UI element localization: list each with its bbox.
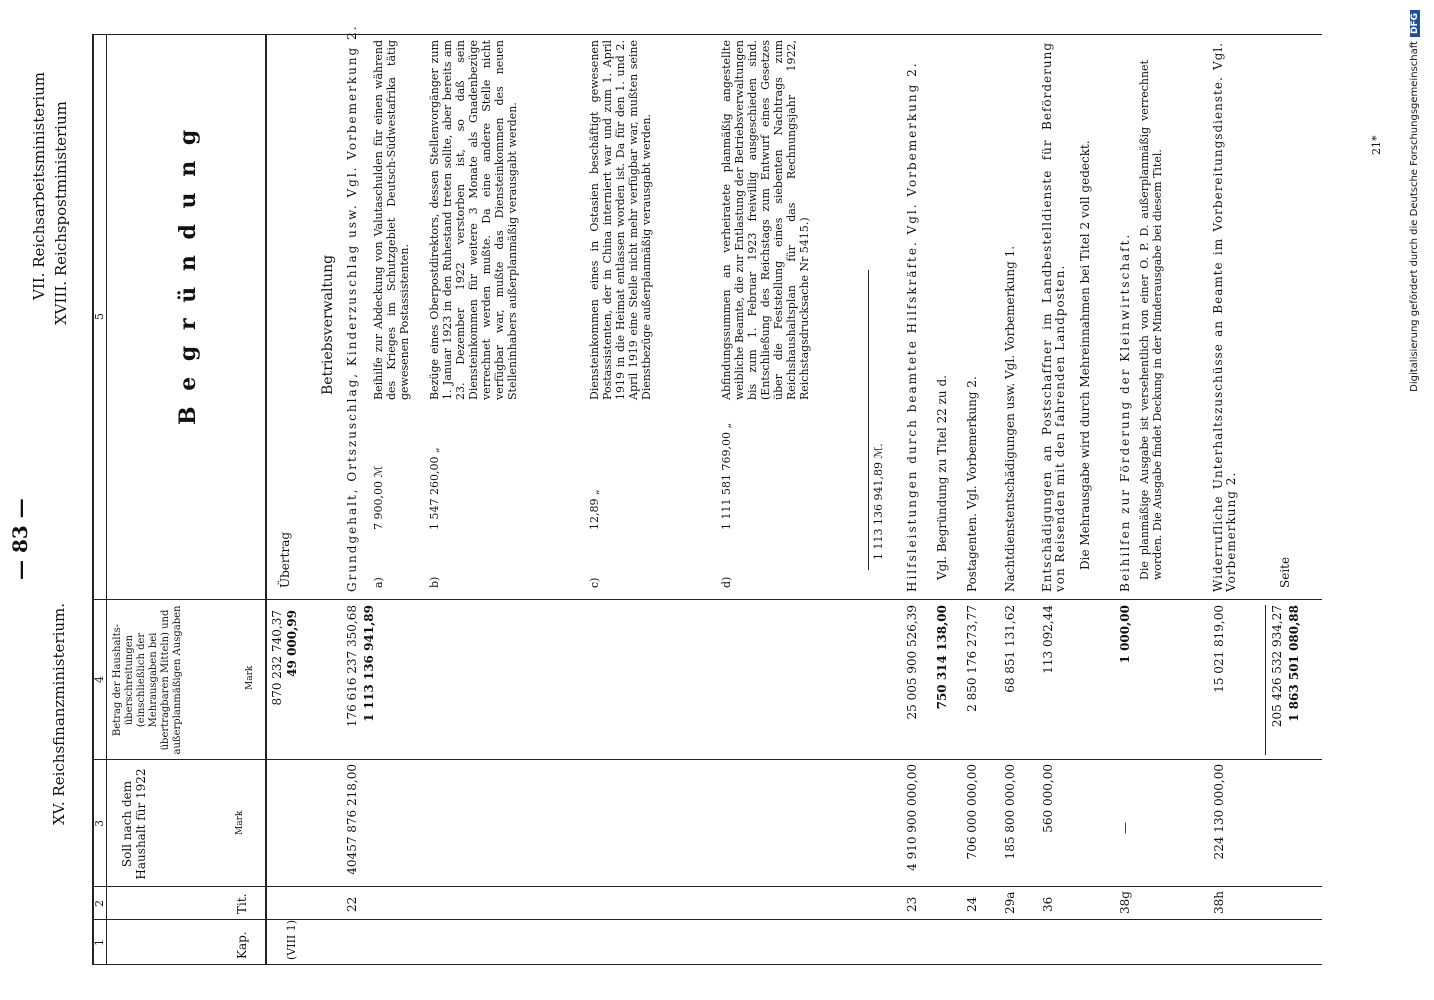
header-tit: Tit. xyxy=(235,893,249,914)
soll-23: 4 910 900 000,00 xyxy=(905,764,919,871)
colnum-2: 2 xyxy=(93,900,106,907)
uebertrag-v2: 49 000,99 xyxy=(285,610,299,677)
text-36: Entschädigungen an Postschaffner im Landbestelldienste für Beförderung von Reisenden mit den fahrenden Landposten. xyxy=(1040,42,1067,592)
ministry-right-2: XVIII. Reichspostministerium xyxy=(52,101,70,325)
tit-24: 24 xyxy=(965,896,979,912)
dfg-text: Digitalisierung gefördert durch die Deutsche Forschungsgemeinschaft xyxy=(1409,41,1420,392)
item-a-letter: a) xyxy=(372,577,385,588)
colnum-3: 3 xyxy=(93,820,106,827)
tit-29a: 29a xyxy=(1003,891,1017,914)
header-begruendung: B e g r ü n d u n g xyxy=(175,125,201,425)
item-d-amount: 1 111 581 769,00 „ xyxy=(720,422,733,530)
tit-22: 22 xyxy=(345,896,359,912)
seite-rule xyxy=(1265,605,1266,755)
dfg-sidebar xyxy=(1408,10,1430,990)
footer-signature: 21* xyxy=(1370,135,1383,155)
col-line-6 xyxy=(92,34,1322,35)
header-bottom-rule xyxy=(265,35,267,965)
betrag-24: 2 850 176 273,77 xyxy=(965,605,979,712)
tit-36: 36 xyxy=(1041,896,1055,912)
betrag-38h: 15 021 819,00 xyxy=(1212,605,1226,693)
row22-total-rule xyxy=(868,270,869,570)
betrag-22-bold: 1 113 136 941,89 xyxy=(362,605,376,722)
item-a-text: Beihilfe zur Abdeckung von Valutaschulden für einen während des Krieges im Schutzgebiet Deutsch-Südwestafrika tätig gewesenen Postassistenten. xyxy=(372,40,411,400)
betrag-23: 25 005 900 526,39 xyxy=(905,605,919,720)
text-24: Postagenten. Vgl. Vorbemerkung 2. xyxy=(965,376,979,592)
colnum-4: 4 xyxy=(93,676,106,683)
betrag-38g: 1 000,00 xyxy=(1118,605,1132,664)
soll-36: 560 000,00 xyxy=(1041,764,1055,833)
text-23: Hilfsleistungen durch beamtete Hilfskräfte. Vgl. Vorbemerkung 2. xyxy=(905,61,919,592)
dfg-text-wrap xyxy=(1409,10,1429,990)
section-title: Betriebsverwaltung xyxy=(320,254,336,395)
tit-38h: 38h xyxy=(1212,891,1226,914)
seite-v1: 205 426 532 934,27 xyxy=(1270,605,1284,728)
uebertrag-v1: 870 232 740,37 xyxy=(270,610,284,706)
item-c-text: Diensteinkommen eines in Ostasien beschäftigt gewesenen Postassistenten, der in China interniert war und zum 1. April 1919 in die Heimat entlassen worden ist. Da für den 1. und 2. April 1919 eine Stelle nicht mehr verfügbar war, mußten seine Dienstbezüge außerplanmäßig verausgabt werden. xyxy=(588,40,653,400)
header-soll: Soll nach dem Haushalt für 1922 xyxy=(120,768,148,880)
seite-v2: 1 863 501 080,88 xyxy=(1287,605,1301,722)
colnum-rule xyxy=(106,35,107,965)
item-c-amount: 12,89 „ xyxy=(588,489,601,530)
betrag-36: 113 092,44 xyxy=(1041,605,1055,674)
col-line-4 xyxy=(92,759,1322,760)
col-line-1 xyxy=(92,964,1322,965)
col-line-2 xyxy=(92,919,1322,920)
text-22: Grundgehalt, Ortszuschlag, Kinderzuschlag usw. Vgl. Vorbemerkung 2. xyxy=(345,24,359,592)
kap-label: (VIII 1) xyxy=(285,919,298,960)
text-36b: Die Mehrausgabe wird durch Mehreinnahmen bei Titel 2 voll gedeckt. xyxy=(1078,140,1092,570)
col-line-5 xyxy=(92,599,1322,600)
item-d-letter: d) xyxy=(720,576,733,588)
header-kap: Kap. xyxy=(235,931,249,959)
seite-label: Seite xyxy=(1278,556,1292,588)
col-line-3 xyxy=(92,886,1322,887)
text-29a: Nachtdienstentschädigungen usw. Vgl. Vorbemerkung 1. xyxy=(1003,245,1017,592)
betrag-29a: 68 851 131,62 xyxy=(1003,605,1017,693)
text-38h: Widerrufliche Unterhaltszuschüsse an Beamte im Vorbereitungsdienste. Vgl. Vorbemerkung 2. xyxy=(1211,42,1238,592)
item-b-letter: b) xyxy=(428,576,441,588)
page-number: — 83 — xyxy=(8,498,32,580)
text-38g: Beihilfen zur Förderung der Kleinwirtschaft. xyxy=(1118,232,1132,592)
header-betrag: Betrag der Haushalts-überschreitungen (einschließlich der Mehrausgaben bei übertragbaren Mitteln) und außerplanmäßigen Ausgaben xyxy=(112,605,183,755)
soll-22: 40457 876 218,00 xyxy=(345,764,359,875)
ministry-left: XV. Reichsfinanzministerium. xyxy=(50,602,68,825)
item-d-text: Abfindungssummen an verheiratete planmäßig angestellte weibliche Beamte, die zur Entlastung der Betriebsverwaltungen bis zum 1. Februar 1923 freiwillig ausgeschieden sind. (Entschließung des Reichstags zum Entwurf eines Gesetzes über die Feststellung eines siebenten Nachtrags zum Reichshaushaltsplan für das Rechnungsjahr 1922, Reichstagsdrucksache Nr 5415.) xyxy=(720,40,811,400)
betrag-23-bold: 750 314 138,00 xyxy=(935,605,949,710)
soll-29a: 185 800 000,00 xyxy=(1003,764,1017,860)
soll-24: 706 000 000,00 xyxy=(965,764,979,860)
row22-total: 1 113 136 941,89 ℳ. xyxy=(872,443,885,560)
soll-38h: 224 130 000,00 xyxy=(1212,764,1226,860)
colnum-1: 1 xyxy=(93,939,106,946)
item-b-amount: 1 547 260,00 „ xyxy=(428,447,441,530)
header-betrag-unit: Mark xyxy=(245,665,255,690)
text-23b: Vgl. Begründung zu Titel 22 zu d. xyxy=(935,375,949,580)
tit-38g: 38g xyxy=(1118,891,1132,914)
ministry-right-1: VII. Reichsarbeitsministerium xyxy=(30,72,48,300)
item-b-text: Bezüge eines Oberpostdirektors, dessen Stellenvorgänger zum 1. Januar 1923 in den Ruhestand treten sollte, aber bereits am 23. Dezember 1922 verstorben ist, so daß sein Diensteinkommen für weitere 3 Monate als Gnadenbezüge verrechnet werden mußte. Da eine andere Stelle nicht verfügbar war, mußte das Diensteinkommen des neuen Stelleninhabers außerplanmäßig verausgabt werden. xyxy=(428,40,519,400)
text-38g-b: Die planmäßige Ausgabe ist versehentlich von einer O. P. D. außerplanmäßig verrechnet worden. Die Ausgabe findet Deckung in der Minderausgabe bei diesem Titel. xyxy=(1138,60,1164,580)
betrag-22: 176 616 237 350,68 xyxy=(345,605,359,728)
colnum-5: 5 xyxy=(93,313,106,320)
item-c-letter: c) xyxy=(588,577,601,588)
dfg-logo: DFG xyxy=(1410,10,1420,37)
soll-38g: — xyxy=(1118,822,1132,834)
tit-23: 23 xyxy=(905,896,919,912)
item-a-amount: 7 900,00 ℳ xyxy=(372,465,385,530)
uebertrag-label: Übertrag xyxy=(278,531,292,588)
header-soll-unit: Mark xyxy=(235,810,245,835)
